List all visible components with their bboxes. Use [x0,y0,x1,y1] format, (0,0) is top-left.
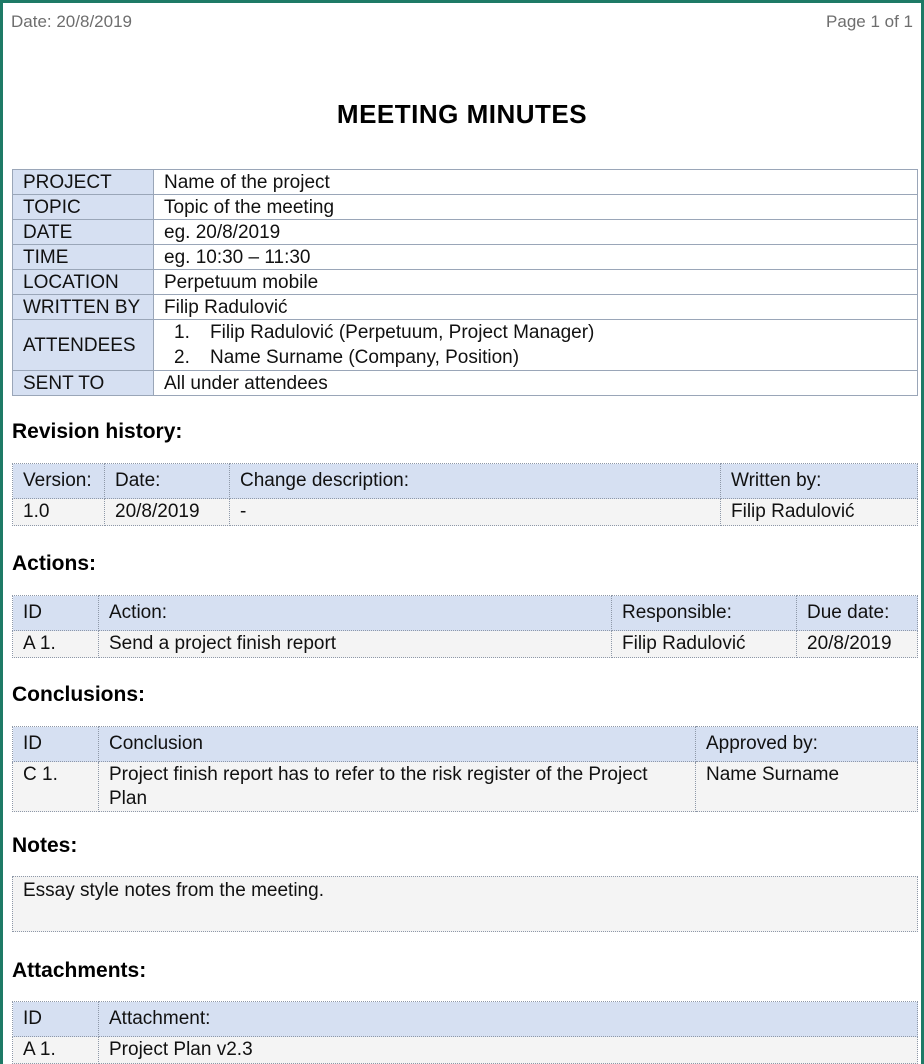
attendee-text: Name Surname (Company, Position) [210,347,520,368]
info-value: eg. 20/8/2019 [154,220,918,245]
actions-heading: Actions: [12,552,96,575]
table-row [13,499,918,526]
info-value: eg. 10:30 – 11:30 [154,245,918,270]
conclusions-heading: Conclusions: [12,683,146,706]
table-cell: A 1. [13,631,99,658]
info-row-topic [13,195,918,220]
page-header [3,3,921,39]
revision-history-table [12,463,918,526]
info-label: LOCATION [13,270,154,295]
column-header: Approved by: [696,727,918,762]
column-header: ID [13,727,99,762]
column-header: ID [13,1002,99,1037]
notes-box: Essay style notes from the meeting. [12,876,918,932]
table-header-row [13,1002,918,1037]
info-row-attendees [13,320,918,371]
info-value: Filip Radulović [154,295,918,320]
attachments-table [12,1001,918,1064]
table-cell: Filip Radulović [721,499,918,526]
attendee-item [174,320,907,345]
info-label: ATTENDEES [13,320,154,371]
header-date: Date: 20/8/2019 [11,12,132,31]
column-header: Date: [105,464,230,499]
column-header: ID [13,596,99,631]
header-page-number: Page 1 of 1 [826,12,913,31]
info-value: Topic of the meeting [154,195,918,220]
info-row-time [13,245,918,270]
info-label: SENT TO [13,371,154,396]
info-label: PROJECT [13,170,154,195]
table-cell: Name Surname [696,762,918,812]
table-row [13,762,918,812]
conclusions-table [12,726,918,812]
table-cell: - [230,499,721,526]
table-cell: Filip Radulović [612,631,797,658]
info-label: WRITTEN BY [13,295,154,320]
info-row-written-by [13,295,918,320]
column-header: Version: [13,464,105,499]
attendee-number: 2. [174,347,190,368]
table-header-row [13,596,918,631]
info-label: TIME [13,245,154,270]
column-header: Responsible: [612,596,797,631]
attendee-text: Filip Radulović (Perpetuum, Project Manager) [210,322,595,343]
info-value: Name of the project [154,170,918,195]
attendee-number: 1. [174,322,190,343]
notes-heading: Notes: [12,834,78,857]
attendee-item [174,345,907,370]
column-header: Attachment: [99,1002,918,1037]
table-cell: Send a project finish report [99,631,612,658]
info-value: All under attendees [154,371,918,396]
column-header: Change description: [230,464,721,499]
attendees-list-cell [154,320,918,371]
table-cell: 20/8/2019 [105,499,230,526]
table-cell: 1.0 [13,499,105,526]
table-header-row [13,464,918,499]
column-header: Action: [99,596,612,631]
table-row [13,631,918,658]
table-cell: 20/8/2019 [797,631,918,658]
table-cell: C 1. [13,762,99,812]
column-header: Written by: [721,464,918,499]
table-header-row [13,727,918,762]
table-cell: A 1. [13,1037,99,1064]
table-cell: Project Plan v2.3 [99,1037,918,1064]
column-header: Conclusion [99,727,696,762]
table-cell: Project finish report has to refer to the risk register of the Project Plan [99,762,696,812]
actions-table [12,595,918,658]
column-header: Due date: [797,596,918,631]
info-label: DATE [13,220,154,245]
table-row [13,1037,918,1064]
attendees-list [164,320,907,370]
info-label: TOPIC [13,195,154,220]
info-value: Perpetuum mobile [154,270,918,295]
info-row-date [13,220,918,245]
document-title: MEETING MINUTES [336,99,588,129]
meeting-info-table [12,169,918,396]
info-row-location [13,270,918,295]
revision-history-heading: Revision history: [12,420,183,443]
attachments-heading: Attachments: [12,959,147,982]
info-row-sent-to [13,371,918,396]
info-row-project [13,170,918,195]
